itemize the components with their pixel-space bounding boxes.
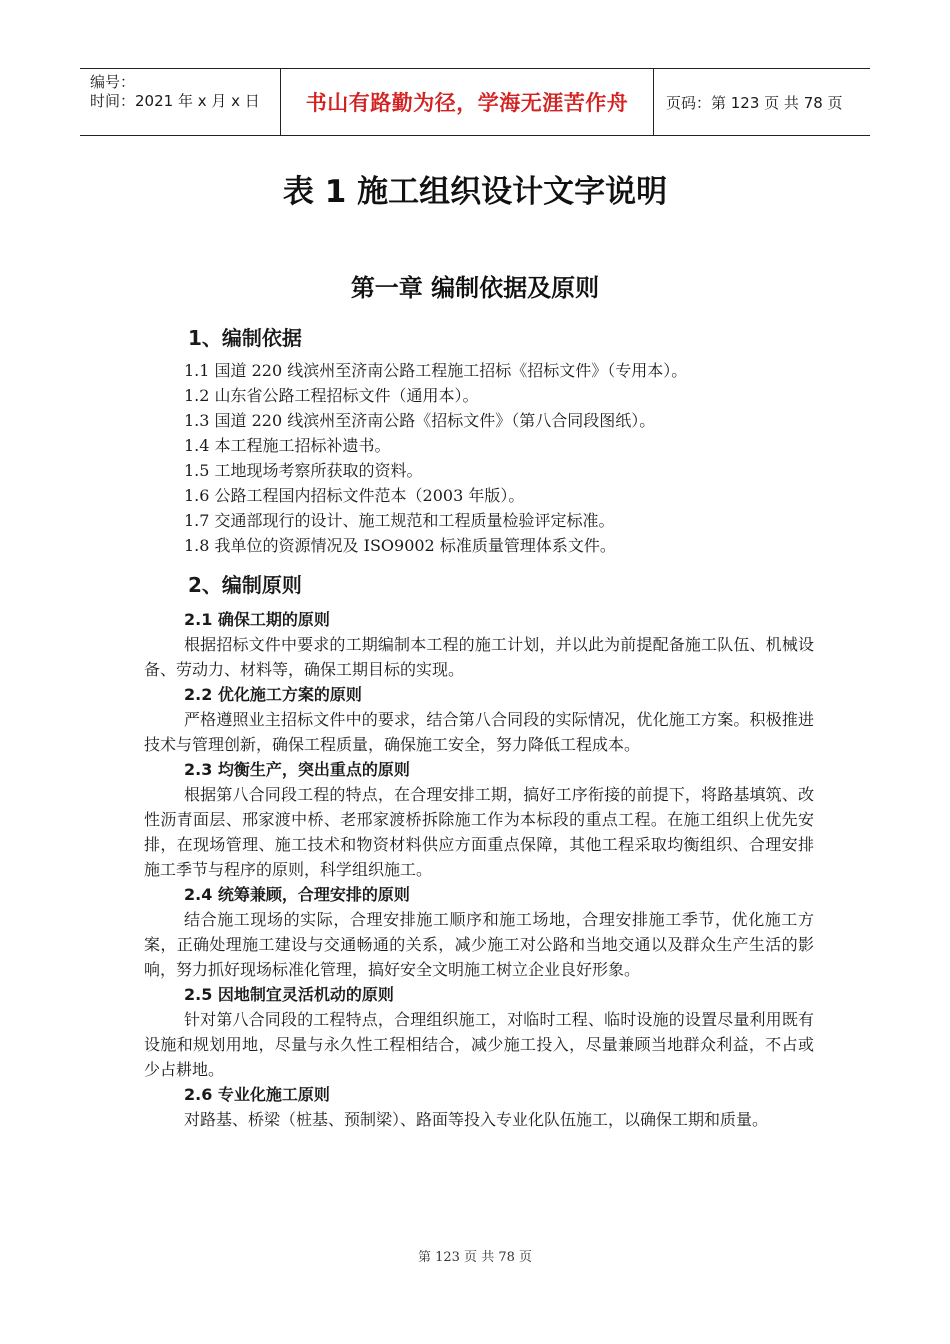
principle-title: 2.2 优化施工方案的原则: [184, 685, 362, 704]
principle-body: 根据招标文件中要求的工期编制本工程的施工计划，并以此为前提配备施工队伍、机械设备、劳动力、材料等，确保工期目标的实现。: [144, 635, 814, 679]
chapter-heading: 第一章 编制依据及原则: [350, 274, 600, 302]
principles-list: [144, 607, 814, 1132]
page-footer: 第 123 页 共 78 页: [417, 1250, 533, 1265]
header-page-label: 页码：第 123 页 共 78 页: [666, 93, 843, 112]
document-title: 表 1 施工组织设计文字说明: [282, 174, 668, 210]
principle-title: 2.4 统筹兼顾，合理安排的原则: [184, 885, 410, 904]
principle-body: 对路基、桥梁（桩基、预制梁）、路面等投入专业化队伍施工，以确保工期和质量。: [184, 1110, 769, 1129]
header-number-label: 编号：: [90, 73, 136, 91]
principle-title: 2.6 专业化施工原则: [184, 1085, 330, 1104]
principle-body: 针对第八合同段的工程特点，合理组织施工，对临时工程、临时设施的设置尽量利用既有设施和规划用地，尽量与永久性工程相结合，减少施工投入，尽量兼顾当地群众利益，不占或少占耕地。: [144, 1010, 814, 1079]
list-item: 1.3 国道 220 线滨州至济南公路《招标文件》（第八合同段图纸）。: [184, 411, 656, 430]
basis-list: [184, 358, 884, 558]
list-item: 1.4 本工程施工招标补遗书。: [184, 436, 391, 455]
list-item: 1.8 我单位的资源情况及 ISO9002 标准质量管理体系文件。: [184, 536, 616, 555]
principle-body: 根据第八合同段工程的特点，在合理安排工期，搞好工序衔接的前提下，将路基填筑、改性沥青面层、邢家渡中桥、老邢家渡桥拆除施工作为本标段的重点工程。在施工组织上优先安排，在现场管理、施工技术和物资材料供应方面重点保障，其他工程采取均衡组织、合理安排施工季节与程序的原则，科学组织施工。: [144, 785, 814, 879]
list-item: 1.2 山东省公路工程招标文件（通用本）。: [184, 386, 479, 405]
principle-body: 结合施工现场的实际，合理安排施工顺序和施工场地，合理安排施工季节，优化施工方案，正确处理施工建设与交通畅通的关系，减少施工对公路和当地交通以及群众生产生活的影响，努力抓好现场标准化管理，搞好安全文明施工树立企业良好形象。: [144, 910, 814, 979]
header-date-label: 时间：2021 年 x 月 x 日: [90, 92, 260, 110]
header-meta: [80, 69, 280, 135]
list-item: 1.1 国道 220 线滨州至济南公路工程施工招标《招标文件》（专用本）。: [184, 361, 688, 380]
list-item: 1.7 交通部现行的设计、施工规范和工程质量检验评定标准。: [184, 511, 615, 530]
page-header: [80, 68, 870, 136]
list-item: 1.5 工地现场考察所获取的资料。: [184, 461, 423, 480]
principle-title: 2.5 因地制宜灵活机动的原则: [184, 985, 394, 1004]
header-motto: 书山有路勤为径，学海无涯苦作舟: [280, 69, 654, 135]
principle-body: 严格遵照业主招标文件中的要求，结合第八合同段的实际情况，优化施工方案。积极推进技术与管理创新，确保工程质量，确保施工安全，努力降低工程成本。: [144, 710, 814, 754]
principle-title: 2.3 均衡生产，突出重点的原则: [184, 760, 410, 779]
section-heading-principles: 2、编制原则: [188, 573, 302, 597]
list-item: 1.6 公路工程国内招标文件范本（2003 年版）。: [184, 486, 525, 505]
section-heading-basis: 1、编制依据: [188, 326, 302, 350]
principle-title: 2.1 确保工期的原则: [184, 610, 330, 629]
